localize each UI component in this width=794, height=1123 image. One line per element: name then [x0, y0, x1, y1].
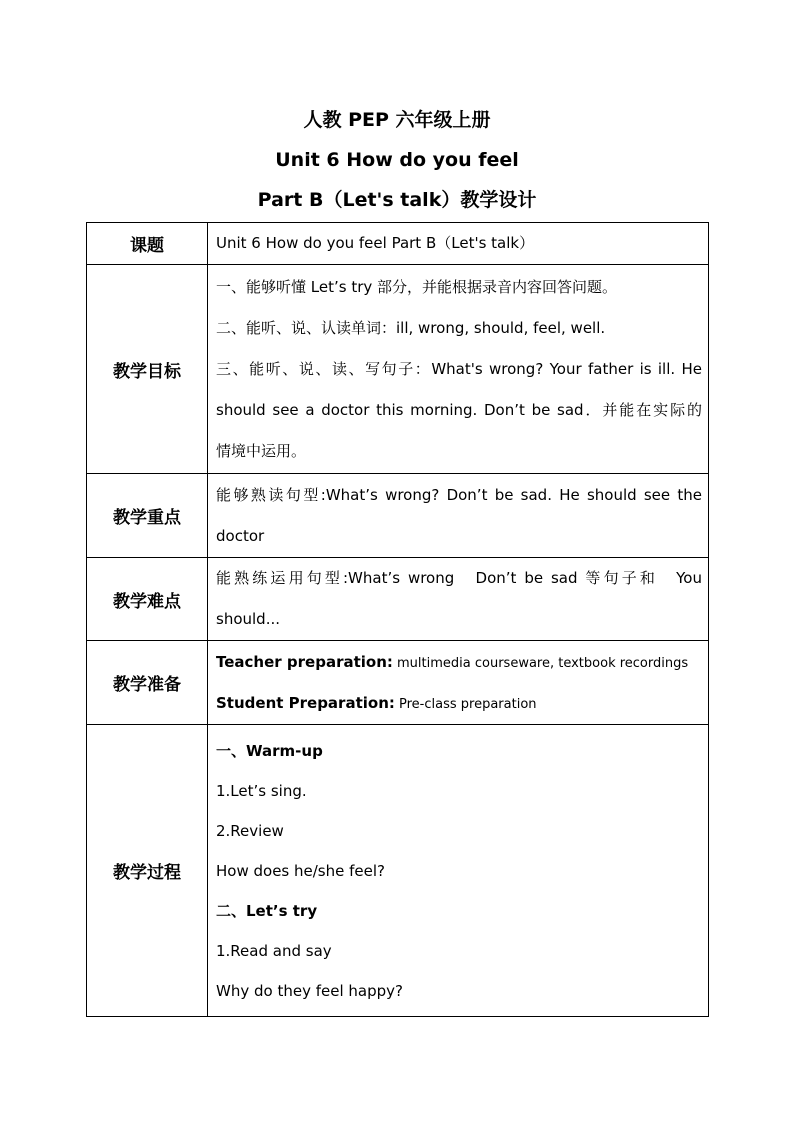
table-row-process [87, 725, 709, 1017]
document-header [0, 100, 794, 220]
table-row-topic [87, 223, 709, 265]
difficulties-content [208, 558, 709, 641]
warmup-heading: 一、Warm-up [216, 742, 323, 760]
objective-line: 三、能听、说、读、写句子：What's wrong? Your father is ill. He [216, 359, 702, 378]
objectives-content [208, 265, 709, 474]
student-preparation [216, 683, 702, 724]
process-item: Why do they feel happy? [216, 982, 403, 1000]
process-item: 1.Read and say [216, 942, 332, 960]
key-points-content [208, 474, 709, 558]
process-item: How does he/she feel? [216, 862, 385, 880]
key-points-label: 教学重点 [87, 474, 208, 558]
topic-value [208, 223, 709, 265]
teacher-preparation [216, 642, 702, 683]
difficulties-label: 教学难点 [87, 558, 208, 641]
key-point-line: doctor [216, 526, 265, 545]
lesson-plan-table [86, 222, 709, 1017]
teacher-preparation-label: Teacher preparation: [216, 652, 393, 671]
student-preparation-label: Student Preparation: [216, 693, 395, 712]
lets-try-heading: 二、Let’s try [216, 902, 318, 920]
process-item: 1.Let’s sing. [216, 782, 307, 800]
difficulty-line: 能熟练运用句型:What’s wrong Don’t be sad 等句子和 You [216, 569, 702, 587]
table-row-difficulties [87, 558, 709, 641]
difficulty-line: should... [216, 610, 280, 628]
table-row-key-points [87, 474, 709, 558]
unit-title: Unit 6 How do you feel [275, 149, 519, 171]
objectives-label: 教学目标 [87, 265, 208, 474]
teacher-preparation-value: multimedia courseware, textbook recordings [392, 655, 689, 671]
objective-line: 二、能听、说、认读单词：ill, wrong, should, feel, well. [216, 318, 606, 337]
process-item: 2.Review [216, 822, 284, 840]
lesson-title: Part B（Let's talk）教学设计 [257, 189, 537, 211]
topic-label: 课题 [87, 223, 208, 265]
objective-line: 情境中运用。 [216, 441, 307, 460]
topic-text: Unit 6 How do you feel Part B（Let's talk） [216, 234, 535, 252]
document-title: 人教 PEP 六年级上册 [303, 109, 491, 131]
objective-line: should see a doctor this morning. Don’t be sad．并能在实际的 [216, 400, 702, 419]
table-row-preparation [87, 641, 709, 725]
preparation-content [208, 641, 709, 725]
key-point-line: 能够熟读句型:What’s wrong? Don’t be sad. He should see the [216, 485, 702, 504]
process-content [208, 725, 709, 1017]
student-preparation-value: Pre-class preparation [394, 696, 537, 712]
preparation-label: 教学准备 [87, 641, 208, 725]
table-row-objectives [87, 265, 709, 474]
objective-line: 一、能够听懂 Let’s try 部分，并能根据录音内容回答问题。 [216, 277, 618, 296]
process-label: 教学过程 [87, 725, 208, 1017]
